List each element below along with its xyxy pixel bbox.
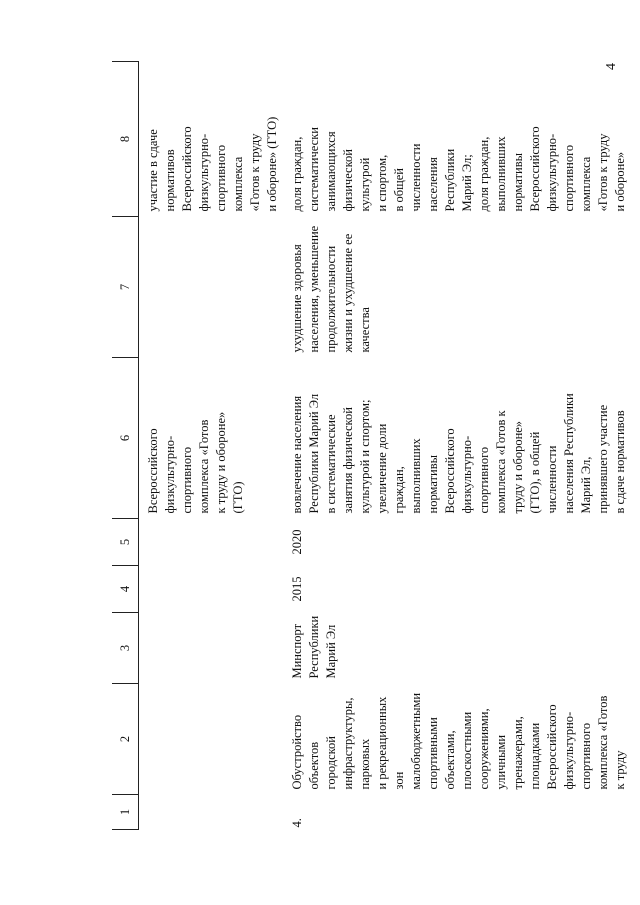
text-line: физкультурно- bbox=[197, 133, 211, 212]
text-line: комплекса «Готов к bbox=[494, 410, 508, 514]
text-line: зон bbox=[392, 771, 406, 790]
text-line: спортивного bbox=[579, 722, 593, 790]
text-line: плоскостными bbox=[460, 711, 474, 790]
text-line: спортивного bbox=[562, 144, 576, 212]
measure-cell bbox=[281, 684, 629, 795]
text-line: объектов bbox=[307, 741, 321, 790]
text-line: Республики bbox=[307, 615, 321, 679]
header-col-4: 4 bbox=[112, 566, 139, 613]
text-line: ухудшение здоровья bbox=[290, 244, 304, 353]
cont-cell-4 bbox=[139, 566, 282, 613]
text-line: (ГТО) bbox=[231, 481, 245, 514]
header-col-7: 7 bbox=[112, 217, 139, 358]
text-line: в систематические bbox=[324, 414, 338, 514]
text-line: систематически bbox=[307, 127, 321, 212]
start-year-cell: 2015 bbox=[290, 576, 304, 602]
text-line: нормативов bbox=[163, 149, 177, 212]
indicators-cell bbox=[281, 62, 629, 217]
text-line: нормативы bbox=[511, 152, 525, 212]
text-line: Всероссийского bbox=[528, 126, 542, 212]
text-line: объектами, bbox=[443, 730, 457, 790]
text-line: численности bbox=[409, 143, 423, 212]
text-line: Всероссийского bbox=[146, 428, 160, 514]
cont-cell-1 bbox=[139, 795, 282, 830]
text-line: (ГТО), в общей bbox=[528, 431, 542, 514]
expected-result-cell bbox=[281, 358, 629, 519]
text-line: физкультурно- bbox=[562, 711, 576, 790]
text-line: сооружениями, bbox=[477, 708, 491, 790]
text-line: Всероссийского bbox=[545, 704, 559, 790]
text-line: и обороне» bbox=[613, 151, 627, 212]
text-line: парковых bbox=[358, 738, 372, 790]
text-line: населения, уменьшение bbox=[307, 225, 321, 353]
text-line: Всероссийского bbox=[443, 428, 457, 514]
text-line: продолжительности bbox=[324, 245, 338, 353]
text-line: площадками bbox=[528, 722, 542, 790]
text-line: нормативы bbox=[426, 454, 440, 514]
header-col-8: 8 bbox=[112, 62, 139, 217]
executor-cell bbox=[281, 613, 629, 684]
text-line: малобюджетными bbox=[409, 692, 423, 790]
rotated-table-sheet bbox=[112, 70, 627, 830]
text-line: Всероссийского bbox=[180, 126, 194, 212]
text-line: комплекса «Готов bbox=[596, 695, 610, 790]
header-col-3: 3 bbox=[112, 613, 139, 684]
header-col-2: 2 bbox=[112, 684, 139, 795]
header-col-1: 1 bbox=[112, 795, 139, 830]
text-line: Минспорт bbox=[290, 623, 304, 679]
program-table bbox=[112, 61, 629, 830]
text-line: в сдаче нормативов bbox=[613, 410, 627, 514]
text-line: Республики Марий Эл bbox=[307, 393, 321, 514]
cont-cell-expected-result bbox=[139, 358, 282, 519]
text-line: выполнивших bbox=[494, 136, 508, 212]
text-line: Марий Эл; bbox=[460, 154, 474, 212]
text-line: спортивными bbox=[426, 717, 440, 790]
text-line: инфраструктуры, bbox=[341, 697, 355, 790]
text-line: Марий Эл, bbox=[579, 456, 593, 514]
text-line: участие в сдаче bbox=[146, 129, 160, 212]
text-line: выполнивших bbox=[409, 438, 423, 514]
row-number: 4. bbox=[290, 818, 304, 828]
text-line: и рекреационных bbox=[375, 696, 389, 790]
text-line: населения bbox=[426, 157, 440, 212]
text-line: труду и обороне» bbox=[511, 420, 525, 514]
text-line: «Готов к труду bbox=[596, 133, 610, 212]
header-col-5: 5 bbox=[112, 519, 139, 566]
text-line: городской bbox=[324, 736, 338, 790]
text-line: увеличение доли bbox=[375, 423, 389, 514]
text-line: и спортом, bbox=[375, 154, 389, 212]
text-line: комплекса bbox=[231, 156, 245, 212]
text-line: населения Республики bbox=[562, 393, 576, 514]
text-line: Республики bbox=[443, 148, 457, 212]
text-line: к труду и обороне» bbox=[214, 411, 228, 514]
cont-cell-indicators bbox=[139, 62, 282, 217]
text-line: физической bbox=[341, 149, 355, 212]
text-line: Обустройство bbox=[290, 714, 304, 790]
end-year-cell: 2020 bbox=[290, 529, 304, 555]
text-line: занимающихся bbox=[324, 131, 338, 212]
text-line: комплекса bbox=[579, 156, 593, 212]
text-line: численности bbox=[545, 445, 559, 514]
text-line: спортивного bbox=[214, 144, 228, 212]
cont-cell-7 bbox=[139, 217, 282, 358]
table-row bbox=[281, 62, 629, 830]
continuation-row bbox=[139, 62, 282, 830]
text-line: в общей bbox=[392, 168, 406, 212]
text-line: культурой и спортом; bbox=[358, 399, 372, 514]
text-line: культурой bbox=[358, 157, 372, 212]
text-line: физкультурно- bbox=[460, 435, 474, 514]
text-line: принявшего участие bbox=[596, 404, 610, 514]
text-line: комплекса «Готов bbox=[197, 419, 211, 514]
text-line: вовлечение населения bbox=[290, 395, 304, 514]
text-line: и обороне» (ГТО) bbox=[265, 116, 279, 212]
text-line: доля граждан, bbox=[477, 136, 491, 212]
text-line: тренажерами, bbox=[511, 716, 525, 790]
text-line: доля граждан, bbox=[290, 136, 304, 212]
page-number: 4 bbox=[604, 63, 619, 70]
text-line: Марий Эл bbox=[324, 624, 338, 679]
text-line: физкультурно- bbox=[163, 435, 177, 514]
cont-cell-3 bbox=[139, 613, 282, 684]
text-line: «Готов к труду bbox=[248, 133, 262, 212]
cont-cell-5 bbox=[139, 519, 282, 566]
text-line: занятия физической bbox=[341, 407, 355, 514]
column-number-header-row bbox=[112, 62, 139, 830]
cont-cell-2 bbox=[139, 684, 282, 795]
text-line: жизни и ухудшение ее bbox=[341, 233, 355, 353]
header-col-6: 6 bbox=[112, 358, 139, 519]
text-line: спортивного bbox=[180, 446, 194, 514]
text-line: физкультурно- bbox=[545, 133, 559, 212]
text-line: к труду bbox=[613, 750, 627, 790]
text-line: спортивного bbox=[477, 446, 491, 514]
text-line: качества bbox=[358, 307, 372, 353]
text-line: уличными bbox=[494, 734, 508, 790]
consequences-cell bbox=[281, 217, 629, 358]
text-line: граждан, bbox=[392, 466, 406, 514]
